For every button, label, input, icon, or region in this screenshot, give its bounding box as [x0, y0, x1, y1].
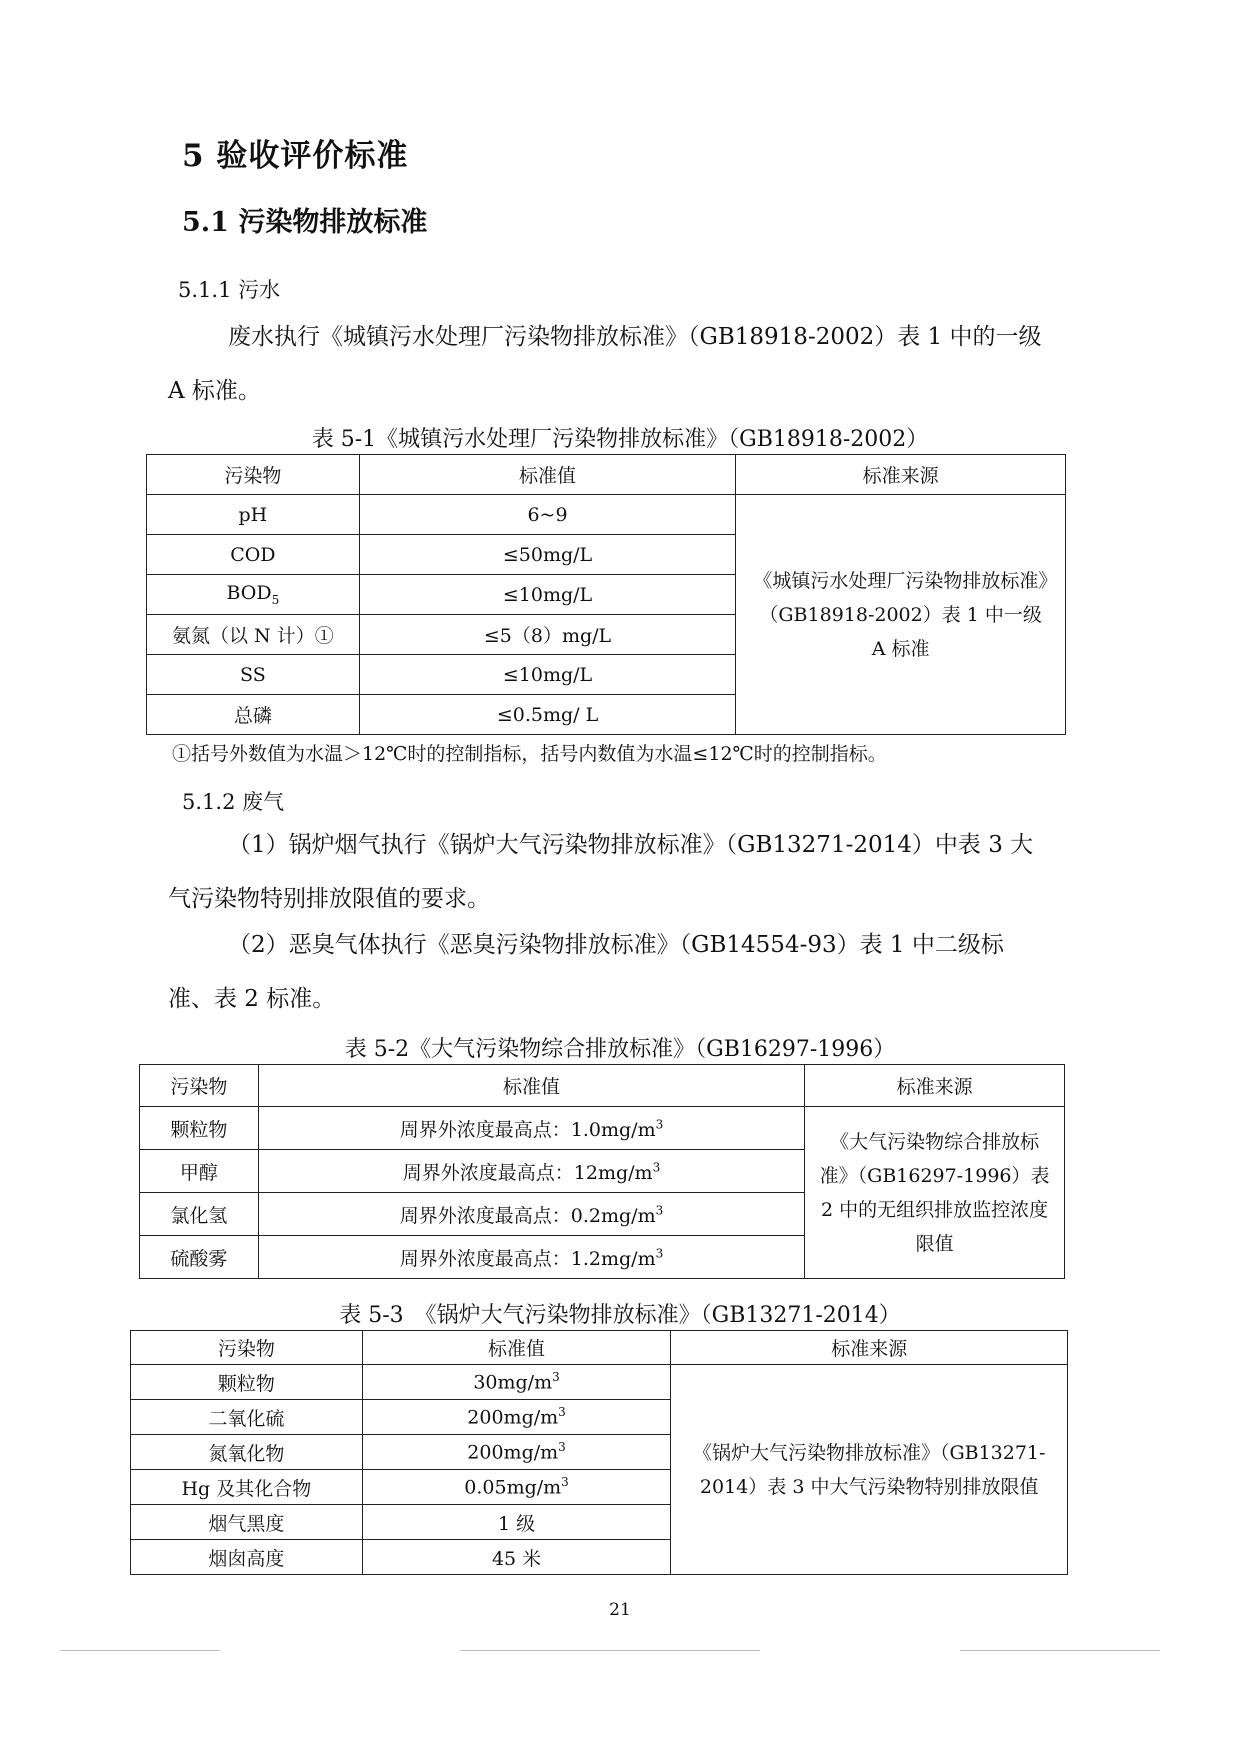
- pollutant-cell: 二氧化硫: [131, 1400, 363, 1435]
- value-cell: $30mg/m^3$: [362, 1365, 671, 1400]
- table-row: [147, 495, 1066, 535]
- pollutant-cell: COD: [147, 535, 360, 575]
- table-3: [130, 1330, 1068, 1575]
- pollutant-cell: 总磷: [147, 695, 360, 735]
- table-header-cell: 标准值: [362, 1331, 671, 1365]
- scan-artifact-line: [960, 1650, 1160, 1651]
- value-cell: ≤10mg/L: [359, 575, 736, 615]
- pollutant-cell: 颗粒物: [140, 1107, 259, 1150]
- pollutant-cell: 甲醇: [140, 1150, 259, 1193]
- paragraph-gas-odor: （2）恶臭气体执行《恶臭污染物排放标准》（GB14554-93）表 1 中二级标准、表 2 标准。: [168, 932, 1004, 1012]
- table-1-footnote: ①括号外数值为水温＞12℃时的控制指标，括号内数值为水温≤12℃时的控制指标。: [172, 743, 887, 765]
- source-cell: 《大气污染物综合排放标准》（GB16297-1996）表 2 中的无组织排放监控浓度限值: [805, 1107, 1065, 1279]
- value-cell: 1 级: [362, 1505, 671, 1540]
- table-2-caption: 表 5-2《大气污染物综合排放标准》（GB16297-1996）: [344, 1037, 896, 1062]
- source-cell: 《城镇污水处理厂污染物排放标准》（GB18918-2002）表 1 中一级 A 标准: [736, 495, 1066, 735]
- value-cell: ≤50mg/L: [359, 535, 736, 575]
- pollutant-cell: 氮氧化物: [131, 1435, 363, 1470]
- paragraph-gas-boiler: （1）锅炉烟气执行《锅炉大气污染物排放标准》（GB13271-2014）中表 3 大气污染物特别排放限值的要求。: [168, 832, 1034, 912]
- table-header-cell: 标准值: [258, 1065, 804, 1107]
- value-cell: 6~9: [359, 495, 736, 535]
- subsubsection-heading-water: 5.1.1 污水: [178, 278, 281, 302]
- table-header-cell: 污染物: [131, 1331, 363, 1365]
- scan-artifact-line: [60, 1650, 220, 1651]
- source-cell: 《锅炉大气污染物排放标准》（GB13271-2014）表 3 中大气污染物特别排放限值: [671, 1365, 1068, 1575]
- value-cell: 周界外浓度最高点：$12mg/m^3$: [258, 1150, 804, 1193]
- table-1: [146, 454, 1066, 735]
- value-cell: $200mg/m^3$: [362, 1400, 671, 1435]
- value-cell: 周界外浓度最高点：$1.0mg/m^3$: [258, 1107, 804, 1150]
- pollutant-cell: Hg 及其化合物: [131, 1470, 363, 1505]
- pollutant-cell: SS: [147, 655, 360, 695]
- table-header-cell: 标准来源: [805, 1065, 1065, 1107]
- table-1-caption: 表 5-1《城镇污水处理厂污染物排放标准》（GB18918-2002）: [311, 427, 929, 452]
- pollutant-cell: 烟气黑度: [131, 1505, 363, 1540]
- pollutant-cell: 氯化氢: [140, 1193, 259, 1236]
- table-3-caption: 表 5-3 《锅炉大气污染物排放标准》（GB13271-2014）: [339, 1303, 901, 1328]
- table-row: [140, 1107, 1065, 1150]
- section-heading: 5 验收评价标准: [182, 138, 409, 174]
- value-cell: ≤5（8）mg/L: [359, 615, 736, 655]
- subsubsection-heading-gas: 5.1.2 废气: [182, 790, 285, 814]
- table-header-cell: 标准来源: [736, 455, 1066, 495]
- table-row: [131, 1365, 1068, 1400]
- table-header-cell: 污染物: [147, 455, 360, 495]
- value-cell: ≤0.5mg/ L: [359, 695, 736, 735]
- table-header-cell: 标准值: [359, 455, 736, 495]
- table-header-cell: 标准来源: [671, 1331, 1068, 1365]
- table-2: [139, 1064, 1065, 1279]
- value-cell: ≤10mg/L: [359, 655, 736, 695]
- pollutant-cell: pH: [147, 495, 360, 535]
- value-cell: 周界外浓度最高点：$0.2mg/m^3$: [258, 1193, 804, 1236]
- pollutant-cell: 硫酸雾: [140, 1236, 259, 1279]
- value-cell: 45 米: [362, 1540, 671, 1575]
- pollutant-cell: 颗粒物: [131, 1365, 363, 1400]
- scan-artifact-line: [460, 1650, 760, 1651]
- pollutant-cell: 烟囱高度: [131, 1540, 363, 1575]
- value-cell: $200mg/m^3$: [362, 1435, 671, 1470]
- value-cell: 周界外浓度最高点：$1.2mg/m^3$: [258, 1236, 804, 1279]
- pollutant-cell: $BOD_5$: [147, 575, 360, 615]
- value-cell: $0.05mg/m^3$: [362, 1470, 671, 1505]
- table-header-cell: 污染物: [140, 1065, 259, 1107]
- subsection-heading: 5.1 污染物排放标准: [182, 207, 428, 238]
- pollutant-cell: 氨氮（以 N 计）①: [147, 615, 360, 655]
- paragraph-water: 废水执行《城镇污水处理厂污染物排放标准》（GB18918-2002）表 1 中的一级 A 标准。: [168, 324, 1042, 404]
- page-number: 21: [609, 1600, 631, 1620]
